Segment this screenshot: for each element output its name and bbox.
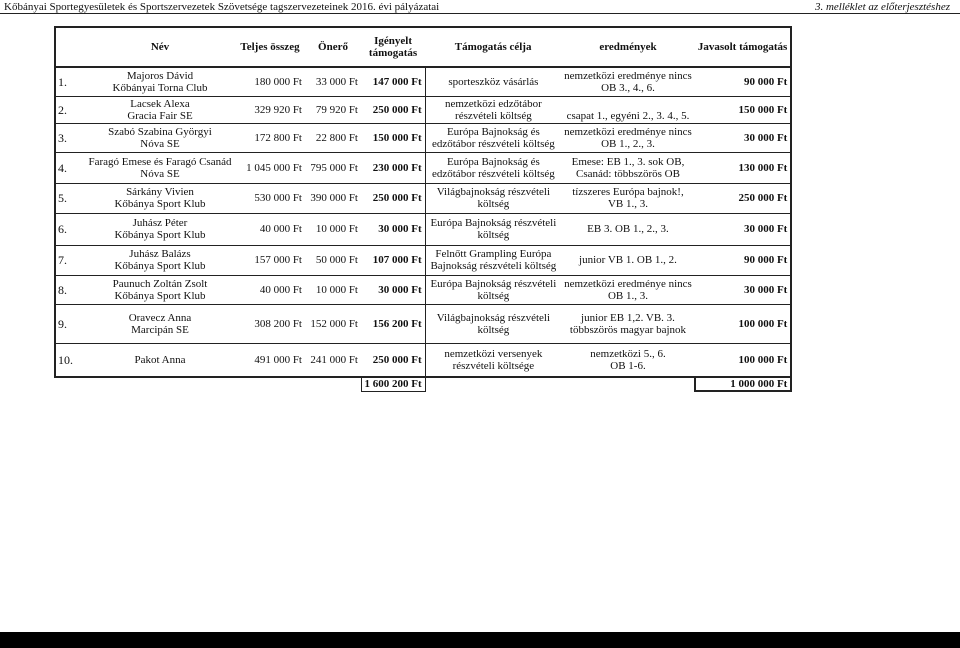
col-own-header: Önerő [305,27,361,67]
row-index [55,343,85,377]
totals-empty-2 [85,377,235,391]
applicant-name-line1: Sárkány Vivien [126,186,194,198]
total-amount [235,213,305,245]
table-row [55,96,791,123]
totals-empty-3 [235,377,305,391]
table-row [55,67,791,96]
row-index-line1: 1. [58,74,67,89]
support-purpose-line1: Európa Bajnokság és [446,155,540,168]
own-contribution [305,304,361,343]
table-row [55,123,791,152]
proposed-amount-line1: 150 000 Ft [738,103,788,116]
support-purpose [425,275,561,304]
support-purpose-line2: edzőtábor részvételi költség [431,167,555,180]
totals-empty-5 [425,377,561,391]
results-line1: junior EB 1,2. VB. 3. [581,311,675,324]
table-row [55,245,791,275]
support-purpose-line1: Világbajnokság részvételi [436,311,551,324]
col-purpose-header: Támogatás célja [425,27,561,67]
support-purpose-line2: Bajnokság részvételi költség [430,260,557,272]
support-purpose [425,245,561,275]
applicant-name [85,213,235,245]
results-line2: VB 1., 3. [607,198,648,210]
results [561,245,695,275]
total-amount [235,152,305,183]
row-index [55,213,85,245]
applicant-name-line2: Kőbánya Sport Klub [114,289,206,302]
proposed-amount-line1: 90 000 Ft [743,254,788,266]
row-index-line1: 7. [58,253,67,267]
support-purpose-line1: sporteszköz vásárlás [448,75,539,88]
applicant-name [85,343,235,377]
row-index [55,96,85,123]
row-index [55,245,85,275]
own-contribution-line1: 22 800 Ft [315,131,358,144]
requested-amount-line1: 250 000 Ft [372,353,422,366]
total-amount [235,183,305,213]
table-row [55,213,791,245]
total-proposed: 1 000 000 Ft [695,377,792,391]
support-purpose-line2: költség [477,229,510,241]
proposed-amount-line1: 30 000 Ft [743,131,788,144]
row-index-line1: 4. [58,160,67,175]
support-purpose-line1: Európa Bajnokság részvételi [430,277,557,290]
own-contribution [305,275,361,304]
applicant-name [85,183,235,213]
requested-amount-line1: 156 200 Ft [372,317,422,330]
own-contribution [305,123,361,152]
applicant-name-line2: Kőbányai Torna Club [112,81,208,94]
row-index [55,304,85,343]
support-purpose [425,96,561,123]
results-line2: OB 1., 3. [607,289,648,302]
requested-amount-line1: 107 000 Ft [372,254,422,266]
support-purpose-line2: edzőtábor részvételi költség [431,137,555,150]
totals-row [55,377,791,391]
applicant-name [85,304,235,343]
results-line2: Csanád: többszörös OB [576,167,680,180]
results [561,275,695,304]
support-purpose-line2: részvételi költség [455,109,532,122]
applicant-name-line1: Szabó Szabina Györgyi [108,125,212,138]
total-amount [235,275,305,304]
results-line1: EB 3. OB 1., 2., 3. [587,223,669,235]
applicant-name-line1: Paunuch Zoltán Zsolt [112,277,208,290]
applicant-name [85,275,235,304]
proposed-amount [695,67,792,96]
own-contribution [305,96,361,123]
total-amount [235,343,305,377]
results-line1: Emese: EB 1., 3. sok OB, [571,155,685,168]
header-divider [0,13,960,14]
proposed-amount-line1: 30 000 Ft [743,223,788,235]
results [561,183,695,213]
support-purpose [425,304,561,343]
support-purpose [425,343,561,377]
applicant-name-line2: Nóva SE [140,137,180,150]
col-name-header: Név [85,27,235,67]
applicant-name-line1: Lacsek Alexa [130,97,190,110]
total-amount-line1: 530 000 Ft [254,192,302,204]
support-purpose-line1: Európa Bajnokság részvételi [430,217,557,229]
support-purpose-line2: költség [477,289,510,302]
total-amount-line1: 157 000 Ft [254,254,302,266]
proposed-amount-line1: 30 000 Ft [743,283,788,296]
header-row [55,27,791,67]
own-contribution [305,245,361,275]
totals-empty-6 [561,377,695,391]
results-line1: nemzetközi 5., 6. [590,347,666,360]
applicant-name [85,123,235,152]
own-contribution-line1: 79 920 Ft [315,103,358,116]
applicant-name [85,96,235,123]
col-results-header: eredmények [561,27,695,67]
proposed-amount-line1: 100 000 Ft [738,353,788,366]
own-contribution [305,152,361,183]
applicant-name [85,152,235,183]
proposed-amount [695,343,792,377]
applicant-name [85,245,235,275]
support-purpose [425,67,561,96]
support-purpose [425,152,561,183]
row-index-line1: 5. [58,191,67,205]
proposed-amount [695,152,792,183]
requested-amount-line1: 250 000 Ft [372,103,422,116]
results-line1: nemzetközi eredménye nincs [564,125,692,138]
results-line2: csapat 1., egyéni 2., 3. 4., 5. [566,109,690,122]
total-amount-line1: 172 800 Ft [254,131,302,144]
applicant-name-line1: Oravecz Anna [128,311,192,324]
results-line2: OB 3., 4., 6. [601,81,655,94]
results-line1: nemzetközi eredménye nincs [564,69,692,82]
row-index-line1: 3. [58,130,67,145]
bottom-scan-band [0,632,960,648]
requested-amount-line1: 147 000 Ft [372,75,422,88]
table-row [55,304,791,343]
row-index-line1: 9. [58,316,67,331]
results-line1: nemzetközi eredménye nincs [564,277,692,290]
own-contribution [305,343,361,377]
own-contribution [305,183,361,213]
table-row [55,275,791,304]
requested-amount [361,343,425,377]
support-purpose-line1: nemzetközi edzőtábor [444,97,542,110]
row-index [55,67,85,96]
requested-amount-line1: 30 000 Ft [378,223,422,235]
requested-amount [361,304,425,343]
row-index [55,123,85,152]
total-requested: 1 600 200 Ft [361,377,425,391]
proposed-amount [695,275,792,304]
results [561,67,695,96]
own-contribution [305,213,361,245]
results-line1: junior VB 1. OB 1., 2. [579,254,677,266]
applicant-name-line1: Majoros Dávid [126,69,194,82]
table-row [55,152,791,183]
row-index-line1: 2. [58,102,67,117]
page-header [0,0,960,14]
proposed-amount [695,96,792,123]
row-index [55,152,85,183]
total-amount [235,96,305,123]
results [561,96,695,123]
support-purpose [425,123,561,152]
proposed-amount-line1: 250 000 Ft [738,192,788,204]
support-purpose-line2: költség [477,198,510,210]
proposed-amount-line1: 100 000 Ft [738,317,788,330]
total-amount [235,245,305,275]
proposed-amount-line1: 130 000 Ft [738,161,788,174]
header-title: Kőbányai Sportegyesületek és Sportszervezetek Szövetsége tagszervezeteinek 2016. évi pályázatai [4,1,440,13]
total-amount [235,67,305,96]
applicant-name-line2: Nóva SE [140,167,180,180]
total-amount-line1: 40 000 Ft [259,283,302,296]
applicant-name-line2: Gracia Fair SE [127,109,193,122]
total-amount-line1: 180 000 Ft [254,75,302,88]
total-amount-line1: 329 920 Ft [254,103,302,116]
support-purpose-line2: költség [477,323,510,336]
requested-amount [361,245,425,275]
results [561,213,695,245]
proposed-amount [695,304,792,343]
requested-amount [361,123,425,152]
row-index [55,275,85,304]
total-amount-line1: 491 000 Ft [254,353,302,366]
results-line2: OB 1., 2., 3. [601,137,655,150]
col-requested-header [361,27,425,67]
row-index [55,183,85,213]
applications-table [54,26,792,392]
totals-empty-4 [305,377,361,391]
support-purpose-line1: nemzetközi versenyek [444,347,543,360]
results [561,343,695,377]
results [561,304,695,343]
own-contribution [305,67,361,96]
total-amount [235,304,305,343]
proposed-amount [695,245,792,275]
applicant-name-line2: Kőbánya Sport Klub [114,198,206,210]
own-contribution-line1: 241 000 Ft [310,353,358,366]
applicant-name-line1: Juhász Balázs [129,248,191,260]
requested-amount [361,213,425,245]
requested-amount-line1: 30 000 Ft [378,283,422,296]
own-contribution-line1: 390 000 Ft [310,192,358,204]
own-contribution-line1: 33 000 Ft [315,75,358,88]
total-amount-line1: 1 045 000 Ft [246,161,302,174]
requested-amount-line1: 230 000 Ft [372,161,422,174]
applicant-name-line1: Pakot Anna [134,353,186,366]
own-contribution-line1: 795 000 Ft [310,161,358,174]
requested-amount-line1: 150 000 Ft [372,131,422,144]
results-line1: tízszeres Európa bajnok!, [572,186,684,198]
header-annex-label: 3. melléklet az előterjesztéshez [814,1,950,13]
col-requested-header-line1: Igényelt [374,35,413,47]
row-index-line1: 8. [58,282,67,297]
totals-empty-1 [55,377,85,391]
applicant-name-line2: Kőbánya Sport Klub [114,229,206,241]
col-proposed-header: Javasolt támogatás [695,27,792,67]
applicant-name [85,67,235,96]
support-purpose-line1: Világbajnokság részvételi [436,186,551,198]
row-index-line1: 10. [58,352,73,367]
proposed-amount [695,183,792,213]
applicant-name-line2: Kőbánya Sport Klub [114,260,206,272]
support-purpose [425,183,561,213]
proposed-amount [695,213,792,245]
col-total-header: Teljes összeg [235,27,305,67]
applicant-name-line1: Juhász Péter [132,217,188,229]
col-index-header [55,27,85,67]
requested-amount [361,183,425,213]
requested-amount [361,96,425,123]
applicant-name-line2: Marcipán SE [131,323,189,336]
own-contribution-line1: 10 000 Ft [315,223,358,235]
own-contribution-line1: 10 000 Ft [315,283,358,296]
own-contribution-line1: 50 000 Ft [315,254,358,266]
requested-amount [361,152,425,183]
table-row [55,183,791,213]
total-amount-line1: 40 000 Ft [259,223,302,235]
requested-amount-line1: 250 000 Ft [372,192,422,204]
proposed-amount-line1: 90 000 Ft [743,75,788,88]
applicant-name-line1: Faragó Emese és Faragó Csanád [88,155,232,168]
total-amount [235,123,305,152]
own-contribution-line1: 152 000 Ft [310,317,358,330]
requested-amount [361,67,425,96]
support-purpose-line1: Európa Bajnokság és [446,125,540,138]
results-line2: OB 1-6. [610,359,646,372]
support-purpose-line2: részvételi költsége [452,359,535,372]
results [561,123,695,152]
support-purpose-line1: Felnőtt Grampling Európa [435,248,552,260]
total-amount-line1: 308 200 Ft [254,317,302,330]
results [561,152,695,183]
proposed-amount [695,123,792,152]
table-body [55,67,791,377]
support-purpose [425,213,561,245]
col-requested-header-line2: támogatás [368,47,418,59]
results-line2: többszörös magyar bajnok [569,323,687,336]
table-row [55,343,791,377]
requested-amount [361,275,425,304]
row-index-line1: 6. [58,222,67,236]
